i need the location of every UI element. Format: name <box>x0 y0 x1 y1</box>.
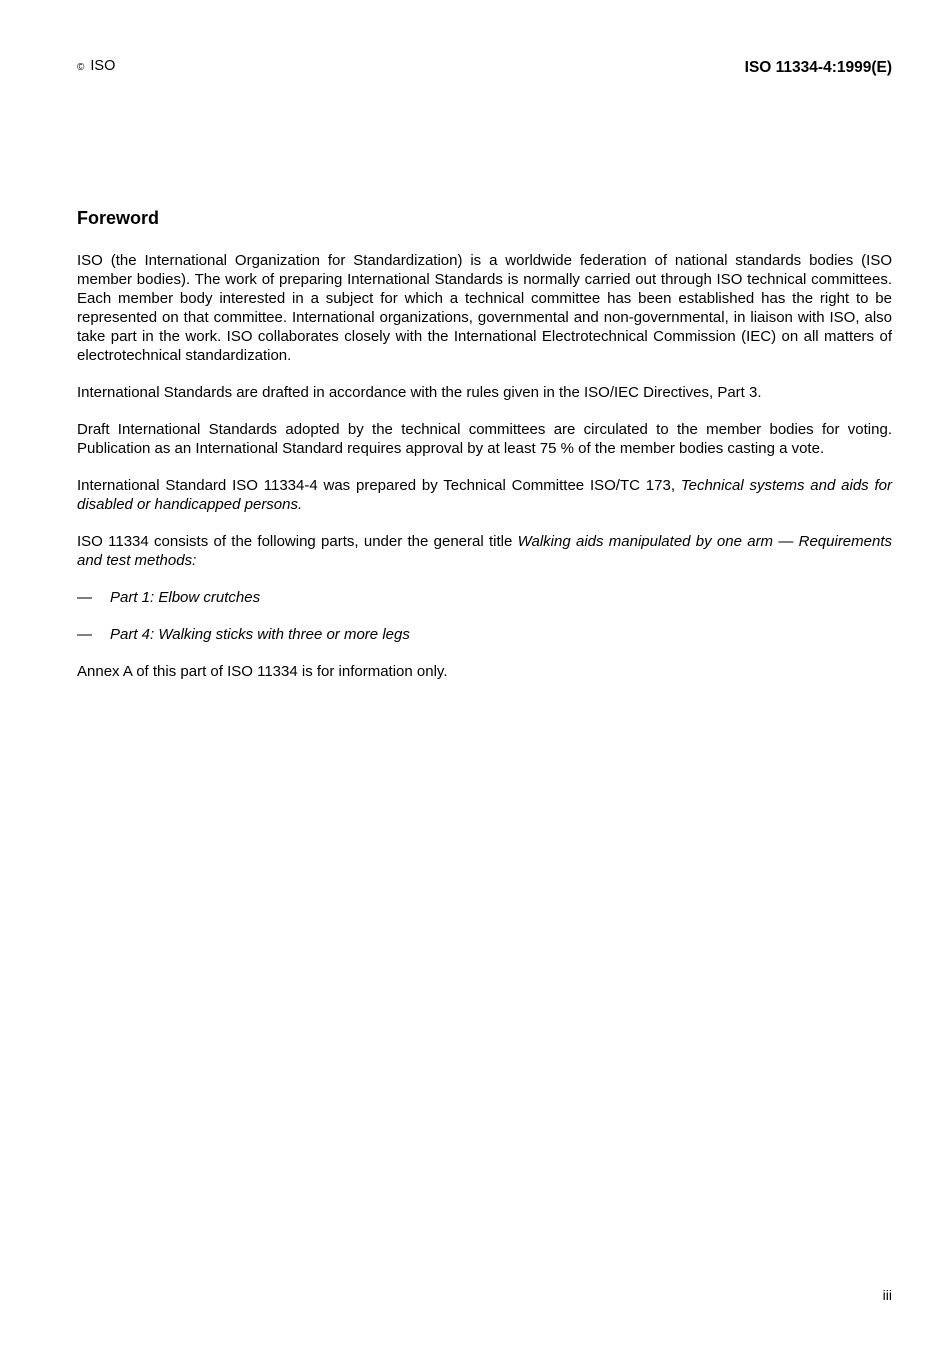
paragraph-annex-note: Annex A of this part of ISO 11334 is for information only. <box>77 663 448 680</box>
foreword-heading: Foreword <box>77 208 160 228</box>
part-label: Part 4: Walking sticks with three or more legs <box>110 626 410 643</box>
paragraph-voting: Draft International Standards adopted by the technical committees are circulated to the member bodies for voting. Publication as an International Standard requires approval by at least 75 % of the member bodies casting a vote. <box>77 421 892 457</box>
committee-title: Technical systems and aids for disabled or handicapped persons. <box>77 477 892 513</box>
copyright-symbol: © <box>77 62 85 73</box>
list-item <box>77 588 892 607</box>
list-dash: — <box>77 589 92 606</box>
part-label: Part 1: Elbow crutches <box>110 589 261 606</box>
publisher-name: ISO <box>90 58 116 74</box>
paragraph-parts-intro <box>77 532 892 570</box>
committee-text: International Standard ISO 11334-4 was prepared by Technical Committee ISO/TC 173, <box>77 477 675 494</box>
general-title: Walking aids manipulated by one arm — Requirements and test methods: <box>77 533 892 569</box>
paragraph-committee <box>77 476 892 514</box>
header-copyright <box>77 58 115 74</box>
paragraph-directives: International Standards are drafted in accordance with the rules given in the ISO/IEC Directives, Part 3. <box>77 384 762 401</box>
list-item <box>77 625 892 644</box>
list-dash: — <box>77 626 92 643</box>
parts-intro-text: ISO 11334 consists of the following parts, under the general title <box>77 533 513 550</box>
paragraph-iso-description: ISO (the International Organization for Standardization) is a worldwide federation of national standards bodies (ISO member bodies). The work of preparing International Standards is normally carried out through ISO technical committees. Each member body interested in a subject for which a technical committee has been established has the right to be represented on that committee. International organizations, governmental and non-governmental, in liaison with ISO, also take part in the work. ISO collaborates closely with the International Electrotechnical Commission (IEC) on all matters of electrotechnical standardization. <box>77 252 892 364</box>
foreword-body <box>77 251 892 699</box>
page-number: iii <box>882 1287 892 1303</box>
document-id: ISO 11334-4:1999(E) <box>744 59 892 76</box>
